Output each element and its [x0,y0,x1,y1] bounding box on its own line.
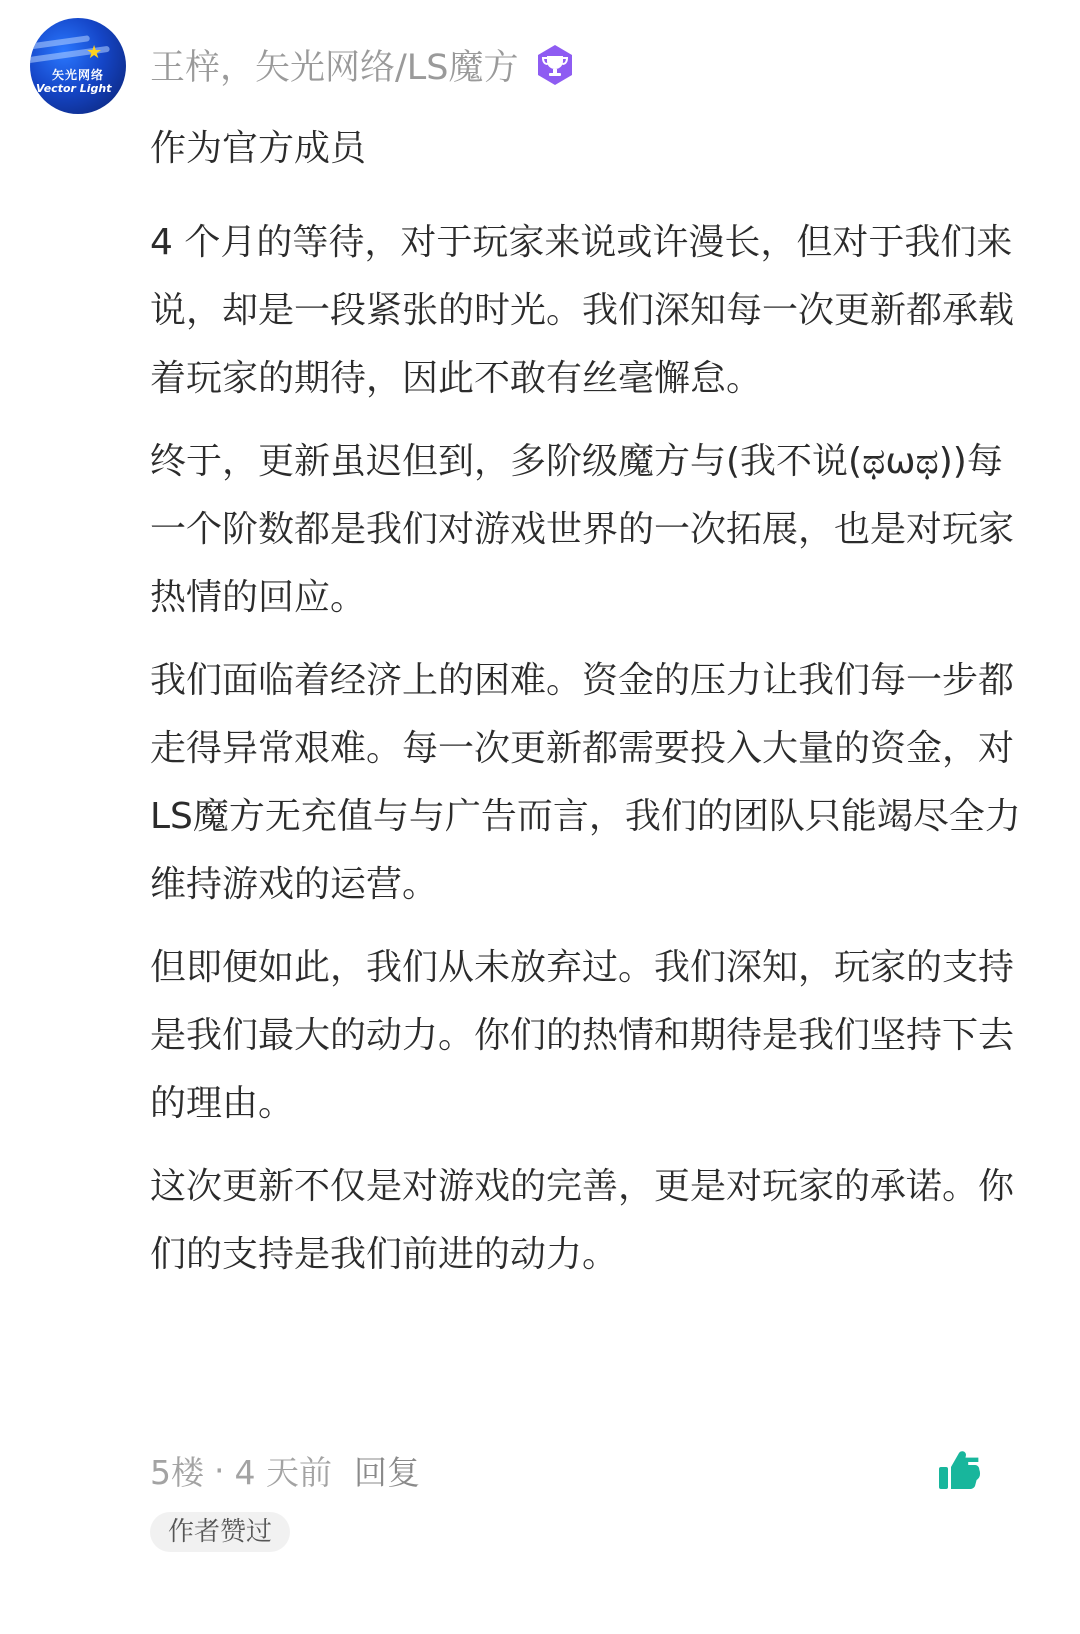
avatar-logo-cn: 矢光网络 [51,68,104,82]
comment-body [150,115,1030,1304]
comment-meta [150,1445,420,1495]
author-name[interactable]: 王梓，矢光网络/LS魔方 [150,48,519,88]
star-icon: ★ [86,42,103,63]
floor-number: 5楼 [150,1452,204,1492]
author-liked-tag: 作者赞过 [150,1512,290,1552]
paragraph: 我们面临着经济上的困难。资金的压力让我们每一步都走得异常艰难。每一次更新都需要投入大量的资金，对LS魔方无充值与与广告而言，我们的团队只能竭尽全力维持游戏的运营。 [150,660,1021,905]
paragraph: 作为官方成员 [150,128,367,169]
meta-separator: · [214,1450,225,1490]
trophy-badge-icon [533,43,577,87]
paragraph: 但即便如此，我们从未放弃过。我们深知，玩家的支持是我们最大的动力。你们的热情和期待是我们坚持下去的理由。 [150,947,1015,1124]
like-count: 5 [960,1451,983,1489]
timestamp: 4 天前 [234,1452,332,1492]
avatar[interactable] [30,18,126,114]
paragraph: 这次更新不仅是对游戏的完善，更是对玩家的承诺。你们的支持是我们前进的动力。 [150,1166,1015,1275]
author-row [150,40,577,90]
paragraph: 终于，更新虽迟但到，多阶级魔方与(我不说(ಥωಥ))每一个阶数都是我们对游戏世界的一次拓展，也是对玩家热情的回应。 [150,441,1015,618]
paragraph: 4 个月的等待，对于玩家来说或许漫长，但对于我们来说，却是一段紧张的时光。我们深知每一次更新都承载着玩家的期待，因此不敢有丝毫懈怠。 [150,222,1015,399]
avatar-streak [30,35,90,51]
reply-button[interactable]: 回复 [354,1452,420,1492]
avatar-logo-en: Vector Light [36,82,112,95]
